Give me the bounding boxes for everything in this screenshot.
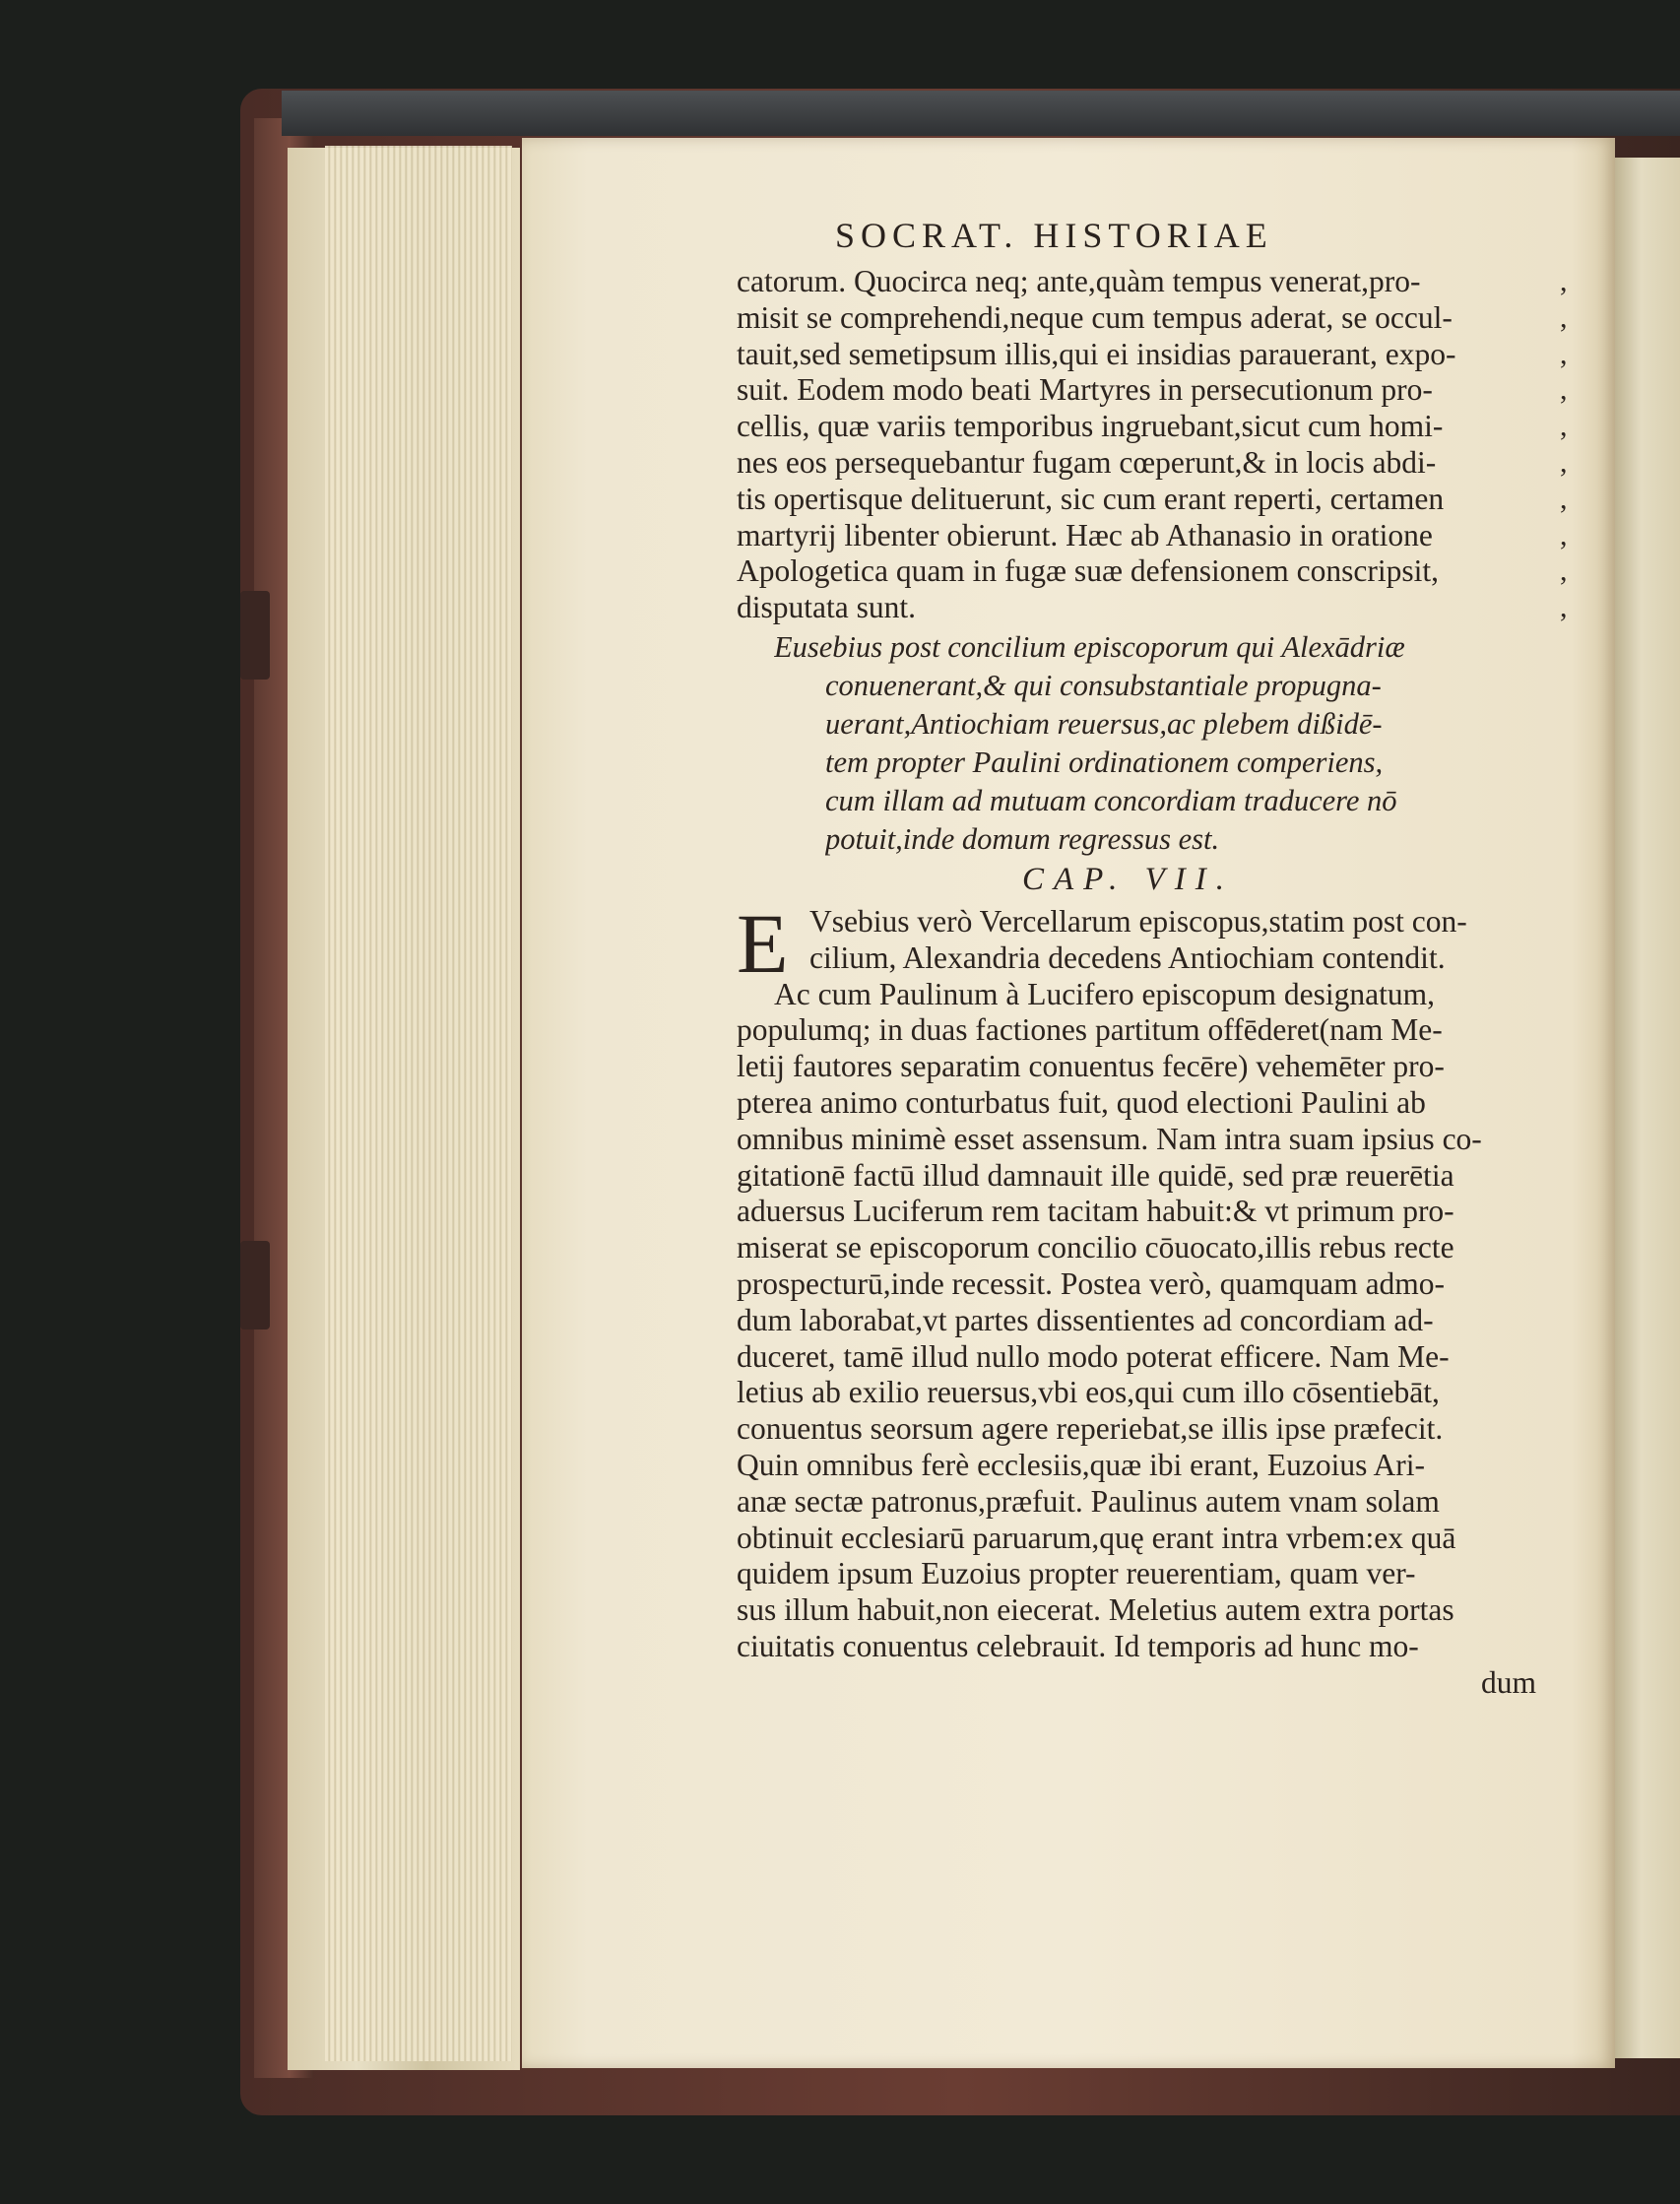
summary-line: uerant,Antiochiam reuersus,ac plebem dißidē- — [825, 706, 1383, 741]
margin-comma: , — [1560, 445, 1568, 479]
margin-comma: , — [1560, 265, 1568, 297]
text-line: tis opertisque delituerunt, sic cum erant reperti, certamen — [737, 481, 1445, 516]
text-line: gitationē factū illud damnauit ille quidē, sed præ reuerētia — [737, 1157, 1454, 1193]
text-line: prospecturū,inde recessit. Postea verò, quamquam admo- — [737, 1265, 1446, 1301]
summary-line: Eusebius post concilium episcoporum qui Alexādriæ — [774, 629, 1405, 664]
margin-comma: , — [1560, 591, 1568, 624]
text-line: suit. Eodem modo beati Martyres in persecutionum pro- — [737, 372, 1433, 408]
text-line: duceret, tamē illud nullo modo poterat efficere. Nam Me- — [737, 1338, 1450, 1374]
cover-board-top — [282, 91, 1680, 136]
margin-comma: , — [1560, 482, 1568, 515]
margin-comma: , — [1560, 300, 1568, 334]
text-line: martyrij libenter obierunt. Hæc ab Athanasio in oratione — [737, 517, 1433, 552]
facing-page-edge — [1615, 158, 1680, 2058]
text-line: pterea animo conturbatus fuit, quod electioni Paulini ab — [737, 1084, 1426, 1120]
text-line: misit se comprehendi,neque cum tempus aderat, se occul- — [737, 299, 1453, 335]
chapter-body — [737, 895, 1544, 1702]
margin-comma: , — [1560, 410, 1568, 443]
clasp-mark — [240, 591, 270, 680]
text-line: conuentus seorsum agere reperiebat,se illis ipse præfecit. — [737, 1411, 1444, 1447]
text-line: Apologetica quam in fugæ suæ defensionem conscripsit, — [737, 553, 1439, 589]
margin-comma: , — [1560, 554, 1568, 588]
text-line: dum laborabat,vt partes dissentientes ad concordiam ad- — [737, 1302, 1434, 1337]
text-line: letius ab exilio reuersus,vbi eos,qui cum illo cōsentiebāt, — [737, 1375, 1440, 1410]
catchword: dum — [1480, 1664, 1536, 1700]
clasp-mark — [240, 1241, 270, 1329]
summary-line: tem propter Paulini ordinationem comperiens, — [825, 745, 1384, 779]
text-line: Vsebius verò Vercellarum episcopus,statim post con- — [809, 903, 1467, 939]
summary-line: conuenerant,& qui consubstantiale propugna- — [825, 668, 1382, 702]
text-line: omnibus minimè esset assensum. Nam intra suam ipsius co- — [737, 1121, 1482, 1156]
chapter-summary — [774, 628, 1544, 859]
text-line: Ac cum Paulinum à Lucifero episcopum designatum, — [774, 976, 1435, 1011]
margin-comma: , — [1560, 337, 1568, 370]
text-line: disputata sunt. — [737, 590, 916, 625]
margin-comma: , — [1560, 518, 1568, 551]
text-line: catorum. Quocirca neq; ante,quàm tempus venerat,pro- — [737, 264, 1421, 298]
running-header: SOCRAT. HISTORIAE — [835, 216, 1273, 255]
text-line: populumq; in duas factiones partitum offēderet(nam Me- — [737, 1012, 1443, 1048]
page-fore-edge — [325, 146, 512, 2061]
page-text — [737, 264, 1544, 1702]
text-line: aduersus Luciferum rem tacitam habuit:& vt primum pro- — [737, 1194, 1454, 1229]
summary-line: potuit,inde domum regressus est. — [825, 821, 1220, 856]
text-line: obtinuit ecclesiarū paruarum,quę erant intra vrbem:ex quā — [737, 1520, 1456, 1555]
text-line: miserat se episcoporum concilio cōuocato,illis rebus recte — [737, 1230, 1454, 1265]
text-line: anæ sectæ patronus,præfuit. Paulinus autem vnam solam — [737, 1483, 1440, 1519]
text-line: quidem ipsum Euzoius propter reuerentiam, quam ver- — [737, 1556, 1416, 1591]
text-line: tauit,sed semetipsum illis,qui ei insidias parauerant, expo- — [737, 336, 1456, 371]
chapter-heading: CAP. VII. — [1022, 861, 1234, 897]
text-line: nes eos persequebantur fugam cœperunt,& in locis abdi- — [737, 444, 1437, 480]
margin-comma: , — [1560, 373, 1568, 407]
text-line: letij fautores separatim conuentus fecēre) vehemēter pro- — [737, 1049, 1445, 1084]
text-line: Quin omnibus ferè ecclesiis,quæ ibi erant, Euzoius Ari- — [737, 1447, 1425, 1482]
text-line: sus illum habuit,non eiecerat. Meletius autem extra portas — [737, 1592, 1454, 1628]
paragraph-continuation — [737, 264, 1544, 626]
summary-line: cum illam ad mutuam concordiam traducere nō — [825, 783, 1397, 817]
text-line: ciuitatis conuentus celebrauit. Id temporis ad hunc mo- — [737, 1628, 1419, 1663]
drop-initial: E — [737, 895, 789, 991]
text-line: cellis, quæ variis temporibus ingruebant,sicut cum homi- — [737, 409, 1444, 444]
margin-marks — [1560, 264, 1580, 626]
text-line: cilium, Alexandria decedens Antiochiam contendit. — [809, 940, 1446, 975]
